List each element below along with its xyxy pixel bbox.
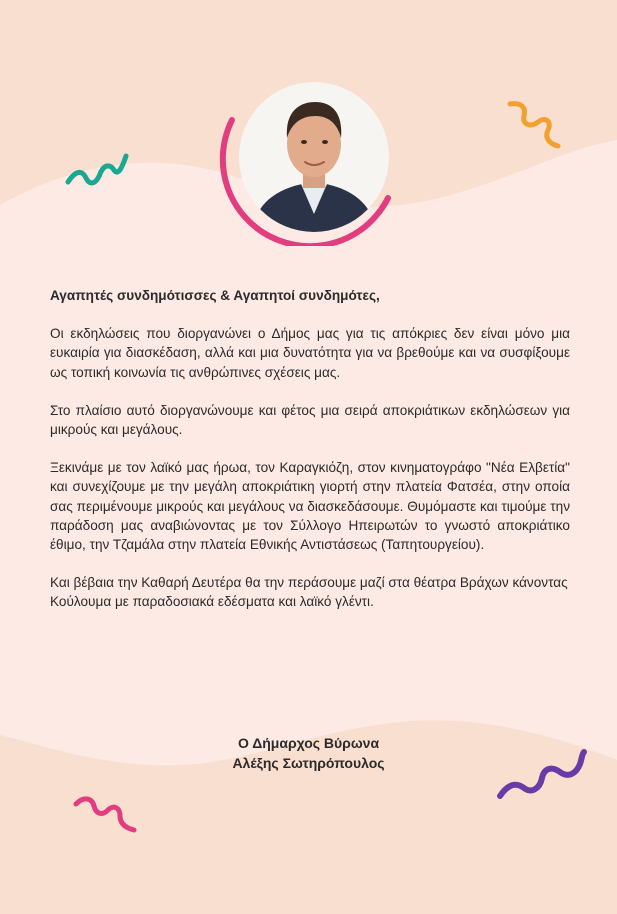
teal-squiggle-icon: [64, 148, 130, 190]
letter-paragraph: Στο πλαίσιο αυτό διοργανώνουμε και φέτος μια σειρά αποκριάτικων εκδηλώσεων για μικρούς και μεγάλους.: [50, 402, 570, 438]
mayor-portrait: [212, 80, 398, 246]
mayor-letter: [50, 286, 570, 631]
letter-greeting: Αγαπητές συνδημότισσες & Αγαπητοί συνδημότες,: [50, 288, 380, 303]
signature-block: [0, 733, 617, 773]
orange-squiggle-icon: [506, 98, 562, 152]
letter-paragraph: Οι εκδηλώσεις που διοργανώνει ο Δήμος μας για τις απόκριες δεν είναι μόνο μια ευκαιρία για διασκέδαση, αλλά και μια δυνατότητα για να βρεθούμε και να συσφίξουμε ως τοπική κοινωνία τις ανθρώπινες σχέσεις μας.: [50, 326, 570, 380]
signature-title: Ο Δήμαρχος Βύρωνα: [237, 735, 380, 751]
letter-paragraph: Και βέβαια την Καθαρή Δευτέρα θα την περάσουμε μαζί στα θέατρα Βράχων κάνοντας Κούλουμα με παραδοσιακά εδέσματα και λαϊκό γλέντι.: [50, 575, 568, 610]
letter-paragraph: Ξεκινάμε με τον λαϊκό μας ήρωα, τον Καραγκιόζη, στον κινηματογράφο "Νέα Ελβετία" και συνεχίζουμε με την μεγάλη αποκριάτικη γιορτή στην πλατεία Φατσέα, στην οποία σας περιμένουμε μικρούς και μεγάλους να διασκεδάσουμε. Θυμόμαστε και τιμούμε την παράδοση μας αναβιώνοντας με τον Σύλλογο Ηπειρωτών το γνωστό αποκριάτικο έθιμο, την Τζαμάλα στην πλατεία Εθνικής Αντιστάσεως (Ταπητουργείου).: [50, 460, 570, 553]
mayor-photo: [239, 82, 389, 232]
pink-squiggle-icon: [72, 794, 138, 840]
signature-name: Αλέξης Σωτηρόπουλος: [232, 755, 385, 771]
